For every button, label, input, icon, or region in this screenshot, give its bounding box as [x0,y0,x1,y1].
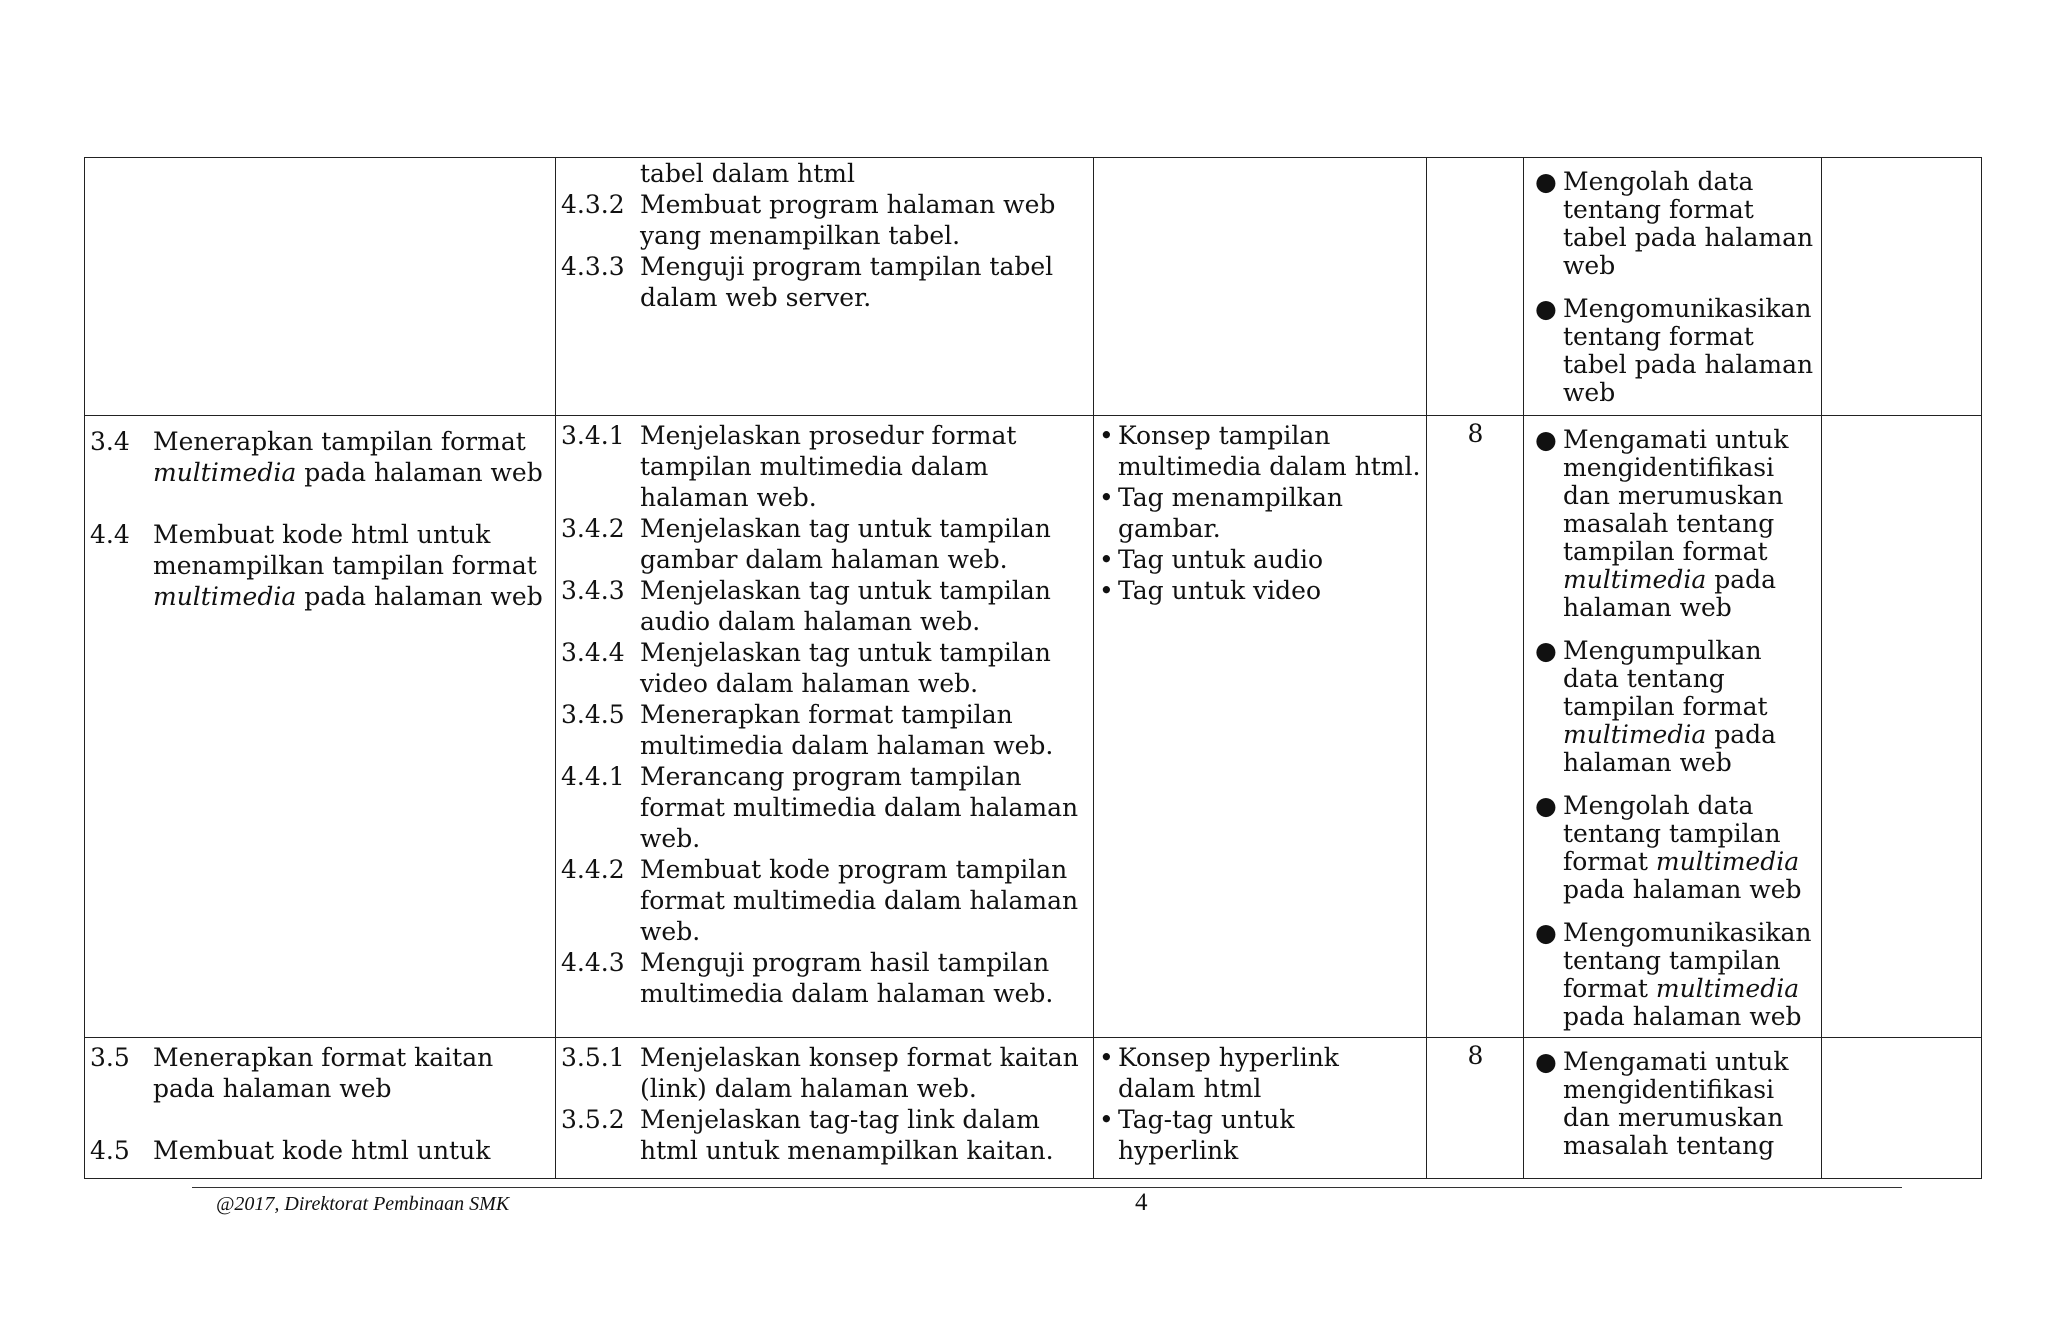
bullet-icon: ● [1535,167,1557,196]
table-row [85,1038,1982,1179]
indikator-cell [556,416,1094,1038]
kegiatan-item: ● Mengamati untuk mengidentifikasi dan merumuskan masalah tentang [1529,1048,1817,1160]
kompetensi-dasar-cell [85,416,556,1038]
indikator-cell [556,158,1094,416]
blank-cell [1822,416,1982,1038]
bullet-icon: • [1099,1043,1114,1072]
materi-item: • Tag untuk video [1099,576,1322,605]
indicator-item: 3.4.2 Menjelaskan tag untuk tampilan gambar dalam halaman web. [561,514,1051,574]
kegiatan-item: ● Mengolah data tentang tampilan format multimedia pada halaman web [1529,792,1817,904]
indicator-item: 4.4.2 Membuat kode program tampilan format multimedia dalam halaman web. [561,855,1079,946]
kegiatan-cell [1524,158,1822,416]
indicator-item: 3.4.5 Menerapkan format tampilan multimedia dalam halaman web. [561,700,1054,760]
bullet-icon: ● [1535,791,1557,820]
indicator-item: 4.4.1 Merancang program tampilan format multimedia dalam halaman web. [561,762,1079,853]
bullet-icon: ● [1535,425,1557,454]
indicator-item: 3.5.1 Menjelaskan konsep format kaitan (link) dalam halaman web. [561,1043,1079,1103]
bullet-icon: ● [1535,1047,1557,1076]
kegiatan-item: ● Mengumpulkan data tentang tampilan format multimedia pada halaman web [1529,637,1817,777]
materi-item: • Konsep hyperlink dalam html [1099,1043,1339,1103]
footer-copyright: @2017, Direktorat Pembinaan SMK [216,1193,510,1215]
jp-cell [1427,158,1524,416]
indicator-item: 4.3.3 Menguji program tampilan tabel dalam web server. [561,252,1054,312]
table-row [85,416,1982,1038]
indicator-item: 3.4.1 Menjelaskan prosedur format tampilan multimedia dalam halaman web. [561,421,1017,512]
materi-item: • Tag-tag untuk hyperlink [1099,1105,1295,1165]
kompetensi-dasar-cell [85,1038,556,1179]
kegiatan-item: ● Mengamati untuk mengidentifikasi dan merumuskan masalah tentang tampilan format multimedia pada halaman web [1529,426,1817,622]
jp-cell: 8 [1427,1038,1524,1179]
page-number: 4 [1135,1189,1148,1216]
materi-item: • Konsep tampilan multimedia dalam html. [1099,421,1421,481]
bullet-icon: ● [1535,918,1557,947]
kegiatan-item: ● Mengolah data tentang format tabel pada halaman web [1529,168,1817,280]
blank-cell [1822,158,1982,416]
syllabus-table [84,157,1982,1179]
kegiatan-item: ● Mengomunikasikan tentang format tabel pada halaman web [1529,295,1817,407]
indicator-item: 4.4.3 Menguji program hasil tampilan multimedia dalam halaman web. [561,948,1054,1008]
indicator-item: tabel dalam html [640,159,856,188]
indicator-item: 4.3.2 Membuat program halaman web yang menampilkan tabel. [561,190,1056,250]
kd-item: 3.5 Menerapkan format kaitan pada halaman web [90,1043,494,1103]
bullet-icon: ● [1535,636,1557,665]
kd-item: 3.4 Menerapkan tampilan format multimedia pada halaman web [90,427,543,487]
materi-item: • Tag menampilkan gambar. [1099,483,1343,543]
bullet-icon: • [1099,483,1114,512]
footer-divider [192,1187,1902,1188]
bullet-icon: ● [1535,294,1557,323]
materi-cell [1094,416,1427,1038]
indicator-item: 3.5.2 Menjelaskan tag-tag link dalam html untuk menampilkan kaitan. [561,1105,1054,1165]
blank-cell [1822,1038,1982,1179]
table-row [85,158,1982,416]
kd-item: 4.4 Membuat kode html untuk menampilkan tampilan format multimedia pada halaman web [90,520,543,611]
jp-cell: 8 [1427,416,1524,1038]
bullet-icon: • [1099,545,1114,574]
materi-item: • Tag untuk audio [1099,545,1324,574]
kompetensi-dasar-cell [85,158,556,416]
materi-cell [1094,1038,1427,1179]
kegiatan-cell [1524,1038,1822,1179]
indicator-item: 3.4.4 Menjelaskan tag untuk tampilan video dalam halaman web. [561,638,1051,698]
kegiatan-item: ● Mengomunikasikan tentang tampilan format multimedia pada halaman web [1529,919,1817,1031]
materi-cell [1094,158,1427,416]
bullet-icon: • [1099,421,1114,450]
indikator-cell [556,1038,1094,1179]
kegiatan-cell [1524,416,1822,1038]
kd-item: 4.5 Membuat kode html untuk [90,1136,491,1165]
bullet-icon: • [1099,1105,1114,1134]
bullet-icon: • [1099,576,1114,605]
indicator-item: 3.4.3 Menjelaskan tag untuk tampilan audio dalam halaman web. [561,576,1051,636]
